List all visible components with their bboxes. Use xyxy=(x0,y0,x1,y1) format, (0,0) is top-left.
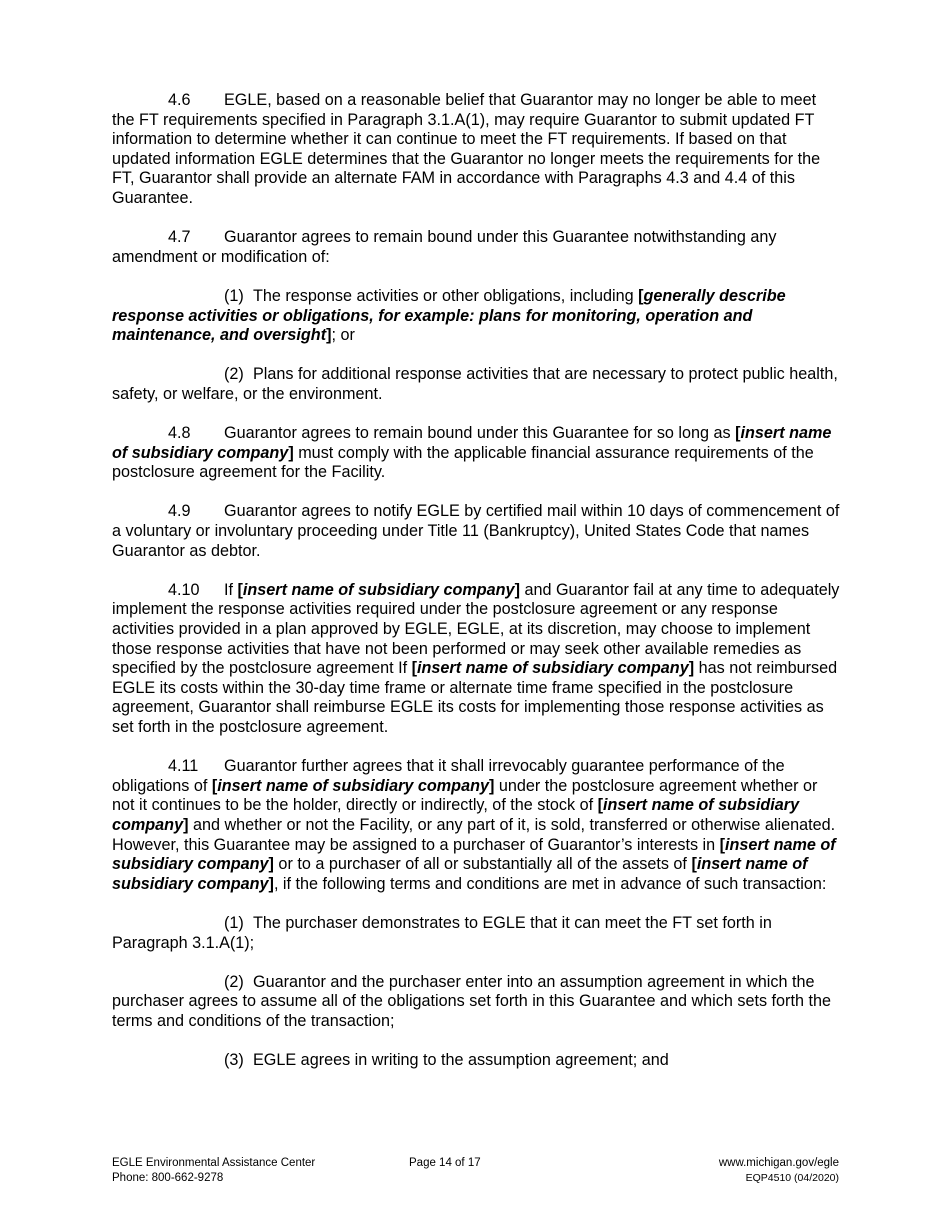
subparagraph-number: (1) xyxy=(224,913,244,932)
paragraph-number: 4.9 xyxy=(168,502,191,521)
footer-phone: Phone: 800-662-9278 xyxy=(112,1171,224,1184)
paragraph-number: 4.8 xyxy=(168,424,191,443)
placeholder: [insert name of subsidiary company] xyxy=(211,776,495,795)
placeholder-text: insert name of subsidiary company xyxy=(217,776,489,795)
subparagraph-text: Guarantor and the purchaser enter into an assumption agreement in which the purchaser agrees to assume all of the obligations set forth in this Guarantee and which sets forth the terms and conditions of the transaction; xyxy=(112,972,831,1030)
subparagraph-number: (2) xyxy=(224,365,244,384)
paragraph-number: 4.11 xyxy=(168,757,199,776)
subparagraph-text: Plans for additional response activities that are necessary to protect public health, safety, or welfare, or the environment. xyxy=(112,365,838,403)
placeholder: [insert name of subsidiary company] xyxy=(112,796,800,834)
placeholder: [insert name of subsidiary company] xyxy=(112,424,832,462)
paragraph-text: EGLE, based on a reasonable belief that Guarantor may no longer be able to meet the FT requirements specified in Paragraph 3.1.A(1), may require Guarantor to submit updated FT information to determine whether it can continue to meet the FT requirements. If based on that updated information EGLE determines that the Guarantor no longer meets the requirements for the FT, Guarantor shall provide an alternate FAM in accordance with Paragraphs 4.3 and 4.4 of this Guarantee. xyxy=(112,91,821,207)
placeholder-text: insert name of subsidiary company xyxy=(112,796,800,834)
paragraph-text: If xyxy=(224,580,238,599)
subparagraph-4-11-2 xyxy=(112,973,840,1032)
footer-org: EGLE Environmental Assistance Center xyxy=(112,1157,316,1169)
paragraph-4-8 xyxy=(112,424,840,483)
subparagraph-4-11-1 xyxy=(112,914,840,953)
subparagraph-4-7-2 xyxy=(112,365,840,404)
document-body xyxy=(112,91,840,1090)
paragraph-4-11 xyxy=(112,757,840,894)
placeholder-text: insert name of subsidiary company xyxy=(242,580,515,599)
placeholder-text: insert name of subsidiary company xyxy=(417,659,689,678)
paragraph-text: and Guarantor fail at any time to adequately implement the response activities required under the postclosure agreement or any response activities provided in a plan approved by EGLE, EGLE, at its discretion, may choose to implement those response activities that have not been performed or may seek other available remedies as specified by the postclosure agreement If xyxy=(112,580,840,678)
footer-left xyxy=(112,1156,315,1185)
placeholder-text: generally describe response activities or obligations, for example: plans for monitoring, operation and maintenance, and oversight xyxy=(112,286,786,345)
placeholder: [insert name of subsidiary company] xyxy=(237,580,520,599)
page-number: Page 14 of 17 xyxy=(409,1157,481,1169)
placeholder-text: insert name of subsidiary company xyxy=(112,855,808,893)
paragraph-text: under the postclosure agreement whether or not it continues to be the holder, directly or indirectly, of the stock of xyxy=(112,776,818,815)
subparagraph-text: The purchaser demonstrates to EGLE that it can meet the FT set forth in Paragraph 3.1.A(1); xyxy=(112,913,772,952)
paragraph-text: , if the following terms and conditions are met in advance of such transaction: xyxy=(273,874,827,893)
subparagraph-number: (1) xyxy=(224,286,244,305)
footer-url: www.michigan.gov/egle xyxy=(718,1157,839,1169)
paragraph-number: 4.6 xyxy=(168,91,191,109)
paragraph-text: and whether or not the Facility, or any part of it, is sold, transferred or otherwise alienated. However, this Guarantee may be assigned to a purchaser of Guarantor’s interests in xyxy=(112,815,836,854)
paragraph-text: Guarantor agrees to notify EGLE by certified mail within 10 days of commencement of a voluntary or involuntary proceeding under Title 11 (Bankruptcy), United States Code that names Guarantor as debtor. xyxy=(112,502,840,560)
subparagraph-4-11-3 xyxy=(112,1051,840,1071)
paragraph-number: 4.10 xyxy=(168,580,200,599)
subparagraph-number: (3) xyxy=(224,1051,244,1070)
subparagraph-number: (2) xyxy=(224,972,244,991)
paragraph-text: Guarantor agrees to remain bound under this Guarantee for so long as xyxy=(224,424,736,443)
subparagraph-text: ; or xyxy=(331,326,355,345)
footer-right xyxy=(719,1156,839,1185)
placeholder-text: insert name of subsidiary company xyxy=(112,424,832,462)
paragraph-4-7 xyxy=(112,228,840,267)
paragraph-text: Guarantor agrees to remain bound under this Guarantee notwithstanding any amendment or modification of: xyxy=(112,228,777,266)
paragraph-number: 4.7 xyxy=(168,228,191,247)
paragraph-4-9 xyxy=(112,502,840,561)
paragraph-text: Guarantor further agrees that it shall irrevocably guarantee performance of the obligations of xyxy=(112,757,785,795)
subparagraph-4-7-1 xyxy=(112,287,840,346)
placeholder-text: insert name of subsidiary company xyxy=(112,835,836,874)
placeholder: [insert name of subsidiary company] xyxy=(112,855,808,893)
placeholder: [insert name of subsidiary company] xyxy=(112,835,836,874)
subparagraph-text: EGLE agrees in writing to the assumption agreement; and xyxy=(253,1051,669,1070)
paragraph-4-6 xyxy=(112,91,840,209)
paragraph-text: must comply with the applicable financial assurance requirements of the postclosure agreement for the Facility. xyxy=(112,443,814,482)
form-number: EQP4510 (04/2020) xyxy=(745,1171,839,1184)
placeholder: [generally describe response activities or obligations, for example: plans for monitoring, operation and maintenance, and oversight] xyxy=(112,286,786,345)
paragraph-text: or to a purchaser of all or substantially all of the assets of xyxy=(273,855,692,874)
paragraph-text: has not reimbursed EGLE its costs within the 30-day time frame or alternate time frame specified in the postclosure agreement, Guarantor shall reimburse EGLE its costs for implementing those response activities as set forth in the postclosure agreement. xyxy=(112,659,838,736)
paragraph-4-10 xyxy=(112,581,840,738)
placeholder: [insert name of subsidiary company] xyxy=(411,659,695,678)
subparagraph-text: The response activities or other obligations, including xyxy=(253,286,639,305)
